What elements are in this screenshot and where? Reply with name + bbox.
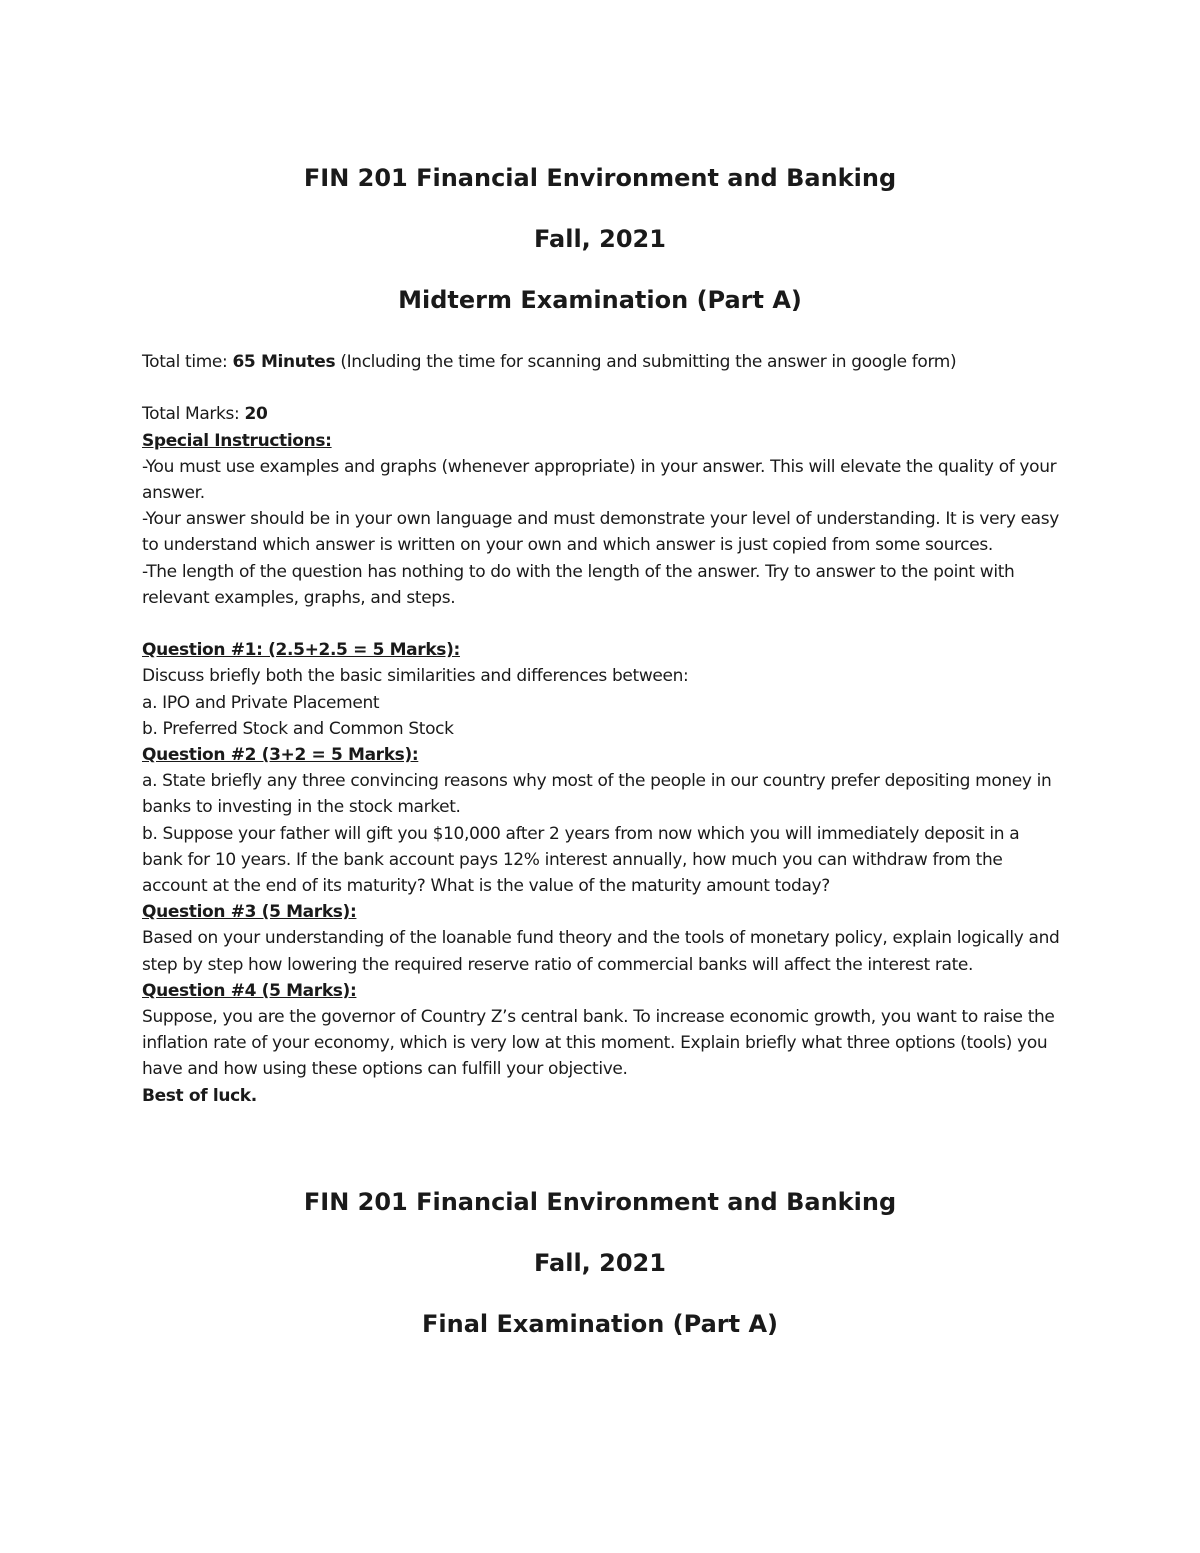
time-note: (Including the time for scanning and submitting the answer in google form) [335,352,957,372]
question-3-heading: Question #3 (5 Marks): [142,902,357,923]
time-label: Total time: [142,352,233,372]
question-4-heading: Question #4 (5 Marks): [142,980,357,1001]
question-1-heading: Question #1: (2.5+2.5 = 5 Marks): [142,640,460,661]
marks-label: Total Marks: [142,404,245,425]
total-marks-line [142,401,1062,427]
final-course-title: FIN 201 Financial Environment and Banking [303,1188,897,1216]
question-1-line: a. IPO and Private Placement [142,692,380,713]
instruction-item: -The length of the question has nothing to do with the length of the answer. Try to answer to the point with relevant examples, graphs, and steps. [142,561,1015,608]
question-2-line: b. Suppose your father will gift you $10,000 after 2 years from now which you will immediately deposit in a bank for 10 years. If the bank account pays 12% interest annually, how much you can withdraw from the account at the end of its maturity? What is the value of the maturity amount today? [142,823,1020,897]
time-value: 65 Minutes [232,352,336,372]
instruction-item: -You must use examples and graphs (whenever appropriate) in your answer. This will elevate the quality of your answer. [142,456,1057,503]
exam-title: Midterm Examination (Part A) [398,286,802,314]
term-title: Fall, 2021 [534,225,666,253]
final-term-title: Fall, 2021 [534,1249,666,1277]
question-2-heading: Question #2 (3+2 = 5 Marks): [142,745,419,766]
question-1-line: Discuss briefly both the basic similarities and differences between: [142,666,689,687]
instruction-item: -Your answer should be in your own language and must demonstrate your level of understanding. It is very easy to understand which answer is written on your own and which answer is just copied from some sources. [142,509,1059,556]
course-title: FIN 201 Financial Environment and Banking [303,164,897,192]
question-2-line: a. State briefly any three convincing reasons why most of the people in our country prefer depositing money in banks to investing in the stock market. [142,771,1052,818]
final-exam-title: Final Examination (Part A) [421,1310,778,1338]
question-3-line: Based on your understanding of the loanable fund theory and the tools of monetary policy, explain logically and step by step how lowering the required reserve ratio of commercial banks will affect the interest rate. [142,928,1060,975]
closing-text: Best of luck. [142,1085,257,1106]
closing-line [142,1083,1062,1109]
exam-body [142,349,1062,1109]
total-time-line [142,349,1062,375]
question-4-line: Suppose, you are the governor of Country Z’s central bank. To increase economic growth, you want to raise the inflation rate of your economy, which is very low at this moment. Explain briefly what three options (tools) you have and how using these options can fulfill your objective. [142,1007,1055,1080]
marks-value: 20 [244,404,268,425]
question-1-line: b. Preferred Stock and Common Stock [142,718,454,739]
instructions-heading: Special Instructions: [142,430,332,451]
